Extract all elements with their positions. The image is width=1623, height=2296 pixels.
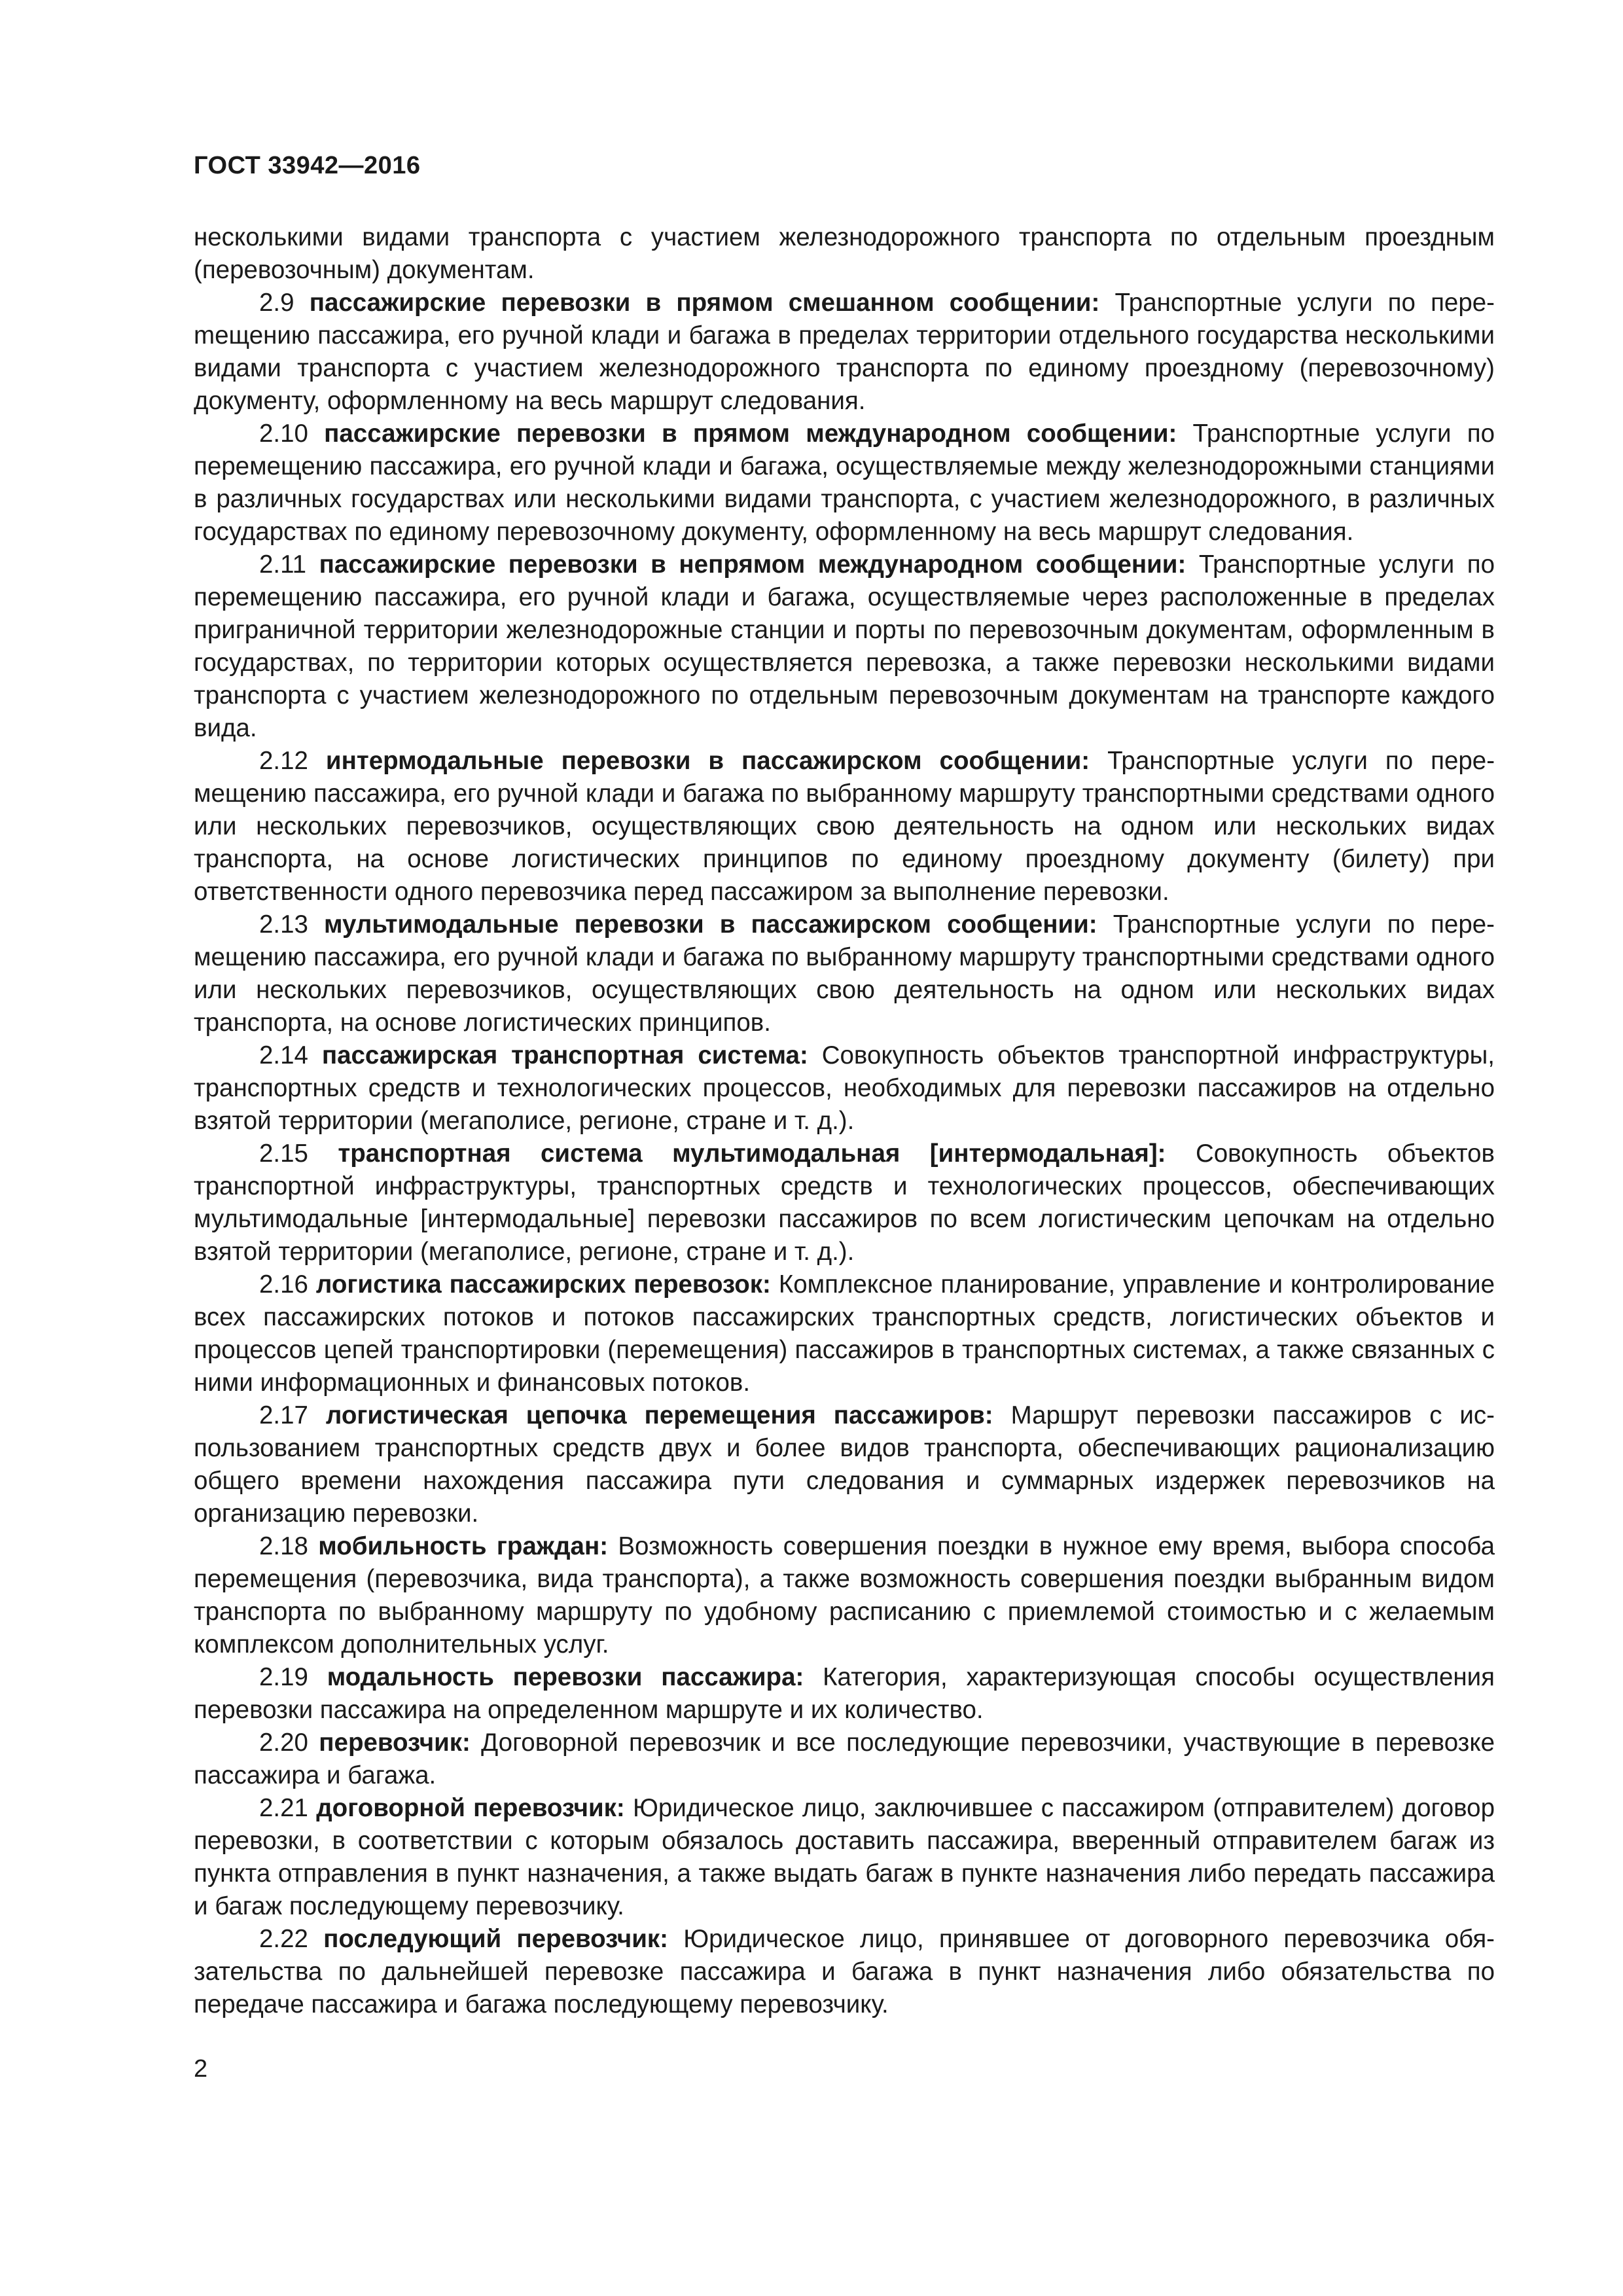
document-page xyxy=(194,151,1495,2021)
definition-2-12 xyxy=(194,745,1495,908)
definition-text: Транспортные услуги по перемещению пассажира, его ручной клади и багажа, осуществляемые между железнодорожными станциями в различных государствах или несколькими видами транспорта, с участием железнодорожного, в различных государствах по единому перевозочному документу, оформленному на весь маршрут следования. xyxy=(194,420,1495,546)
standard-header: ГОСТ 33942—2016 xyxy=(194,152,421,179)
definition-text: Возможность совершения поездки в нужное ему время, выбора способа перемещения (перевозчика, вида транспорта), а также возможность совершения поездки выбранным видом транспорта по выбранному маршруту по удобному расписанию с приемлемой стоимостью и с желаемым комплексом дополнительных услуг. xyxy=(194,1532,1495,1659)
definition-term: мобильность граждан: xyxy=(318,1532,609,1560)
definition-2-21 xyxy=(194,1792,1495,1923)
definition-term: логистическая цепочка перемещения пассажиров: xyxy=(325,1401,993,1429)
definition-text: Транспортные услуги по перемещению пассажира, его ручной клади и багажа, осуществляемые через расположенные в пределах приграничной территории железнодорожные станции и порты по перевозочным документам, оформленным в государствах, по территории которых осуществляется перевозка, а также перевозки несколькими видами транспорта с участием железнодорожного по отдельным перевозочным документам на транспорте каждого вида. xyxy=(194,550,1495,742)
definition-number: 2.11 xyxy=(259,550,307,579)
definition-term: транспортная система мультимодальная [интермодальная]: xyxy=(338,1139,1166,1168)
definition-term: пассажирская транспортная система: xyxy=(321,1041,808,1069)
definition-number: 2.19 xyxy=(259,1663,308,1691)
definition-text: Совокупность объектов транспортной инфраструктуры, транспортных средств и технологических процессов, необходимых для перевозки пассажиров на отдельно взятой территории (мегаполисе, регионе, стране и т. д.). xyxy=(194,1041,1495,1135)
definition-term: последующий перевозчик: xyxy=(323,1925,668,1953)
definition-text: Договорной перевозчик и все последующие перевозчики, участвующие в перевозке пассажира и багажа. xyxy=(194,1729,1495,1789)
definition-term: перевозчик: xyxy=(319,1729,471,1757)
definition-text: Комплексное планирование, управление и контролирование всех пассажирских потоков и потоков пассажирских транспортных средств, логистических объектов и процессов цепей транспортировки (перемещения) пассажиров в транспортных системах, а также связанных с ними информационных и финансовых потоков. xyxy=(194,1270,1495,1397)
definition-number: 2.10 xyxy=(259,420,308,448)
definition-2-19 xyxy=(194,1661,1495,1727)
definition-text: Категория, характеризующая способы осуществления перевозки пассажира на определенном маршруте и их количество. xyxy=(194,1663,1495,1724)
definition-2-15 xyxy=(194,1138,1495,1268)
definition-term: мультимодальные перевозки в пассажирском сообщении: xyxy=(324,910,1097,939)
definition-2-20 xyxy=(194,1727,1495,1792)
definition-term: пассажирские перевозки в непрямом международном сообщении: xyxy=(319,550,1186,579)
definition-term: договорной перевозчик: xyxy=(316,1794,625,1822)
definition-2-13 xyxy=(194,908,1495,1039)
definition-text: Транспортные услуги по переmещению пассажира, его ручной клади и багажа в пределах территории отдельного государства несколькими видами транспорта с участием железнодорожного транспорта по единому проездному (перевозочному) документу, оформленному на весь маршрут следования. xyxy=(194,289,1495,415)
page-number: 2 xyxy=(194,2055,208,2083)
definition-term: модальность перевозки пассажира: xyxy=(327,1663,804,1691)
definition-2-22 xyxy=(194,1923,1495,2021)
definition-2-10 xyxy=(194,418,1495,548)
definition-2-9 xyxy=(194,287,1495,418)
continuation-paragraph: несколькими видами транспорта с участием железнодорожного транспорта по отдельным проездным (перевозочным) документам. xyxy=(194,223,1495,284)
definition-text: Юридическое лицо, принявшее от договорного перевозчика обязательства по дальнейшей перевозке пассажира и багажа в пункт назначения либо обязательства по передаче пассажира и багажа последующему перевозчику. xyxy=(194,1925,1495,2018)
definition-number: 2.14 xyxy=(259,1041,308,1069)
definition-text: Совокупность объектов транспортной инфраструктуры, транспортных средств и технологических процессов, обеспечивающих мультимодальные [интермодальные] перевозки пассажиров по всем логистическим цепочкам на отдельно взятой территории (мегаполисе, регионе, стране и т. д.). xyxy=(194,1139,1495,1266)
definition-number: 2.17 xyxy=(259,1401,308,1429)
definition-term: пассажирские перевозки в прямом международном сообщении: xyxy=(324,420,1177,448)
definition-text: Транспортные услуги по перемещению пассажира, его ручной клади и багажа по выбранному маршруту транспортными средствами одного или нескольких перевозчиков, осуществляющих свою деятельность на одном или нескольких видах транспорта, на основе логистических принципов по единому проездному документу (билету) при ответственности одного перевозчика перед пассажиром за выполнение перевозки. xyxy=(194,747,1495,906)
document-body xyxy=(194,221,1495,2021)
definition-number: 2.18 xyxy=(259,1532,308,1560)
definition-term: логистика пассажирских перевозок: xyxy=(315,1270,771,1299)
definition-text: Маршрут перевозки пассажиров с использованием транспортных средств двух и более видов транспорта, обеспечивающих рационализацию общего времени нахождения пассажира пути следования и суммарных издержек перевозчиков на организацию перевозки. xyxy=(194,1401,1495,1528)
definition-number: 2.21 xyxy=(259,1794,308,1822)
definition-2-16 xyxy=(194,1268,1495,1399)
definition-text: Транспортные услуги по перемещению пассажира, его ручной клади и багажа по выбранному маршруту транспортными средствами одного или нескольких перевозчиков, осуществляющих свою деятельность на одном или нескольких видах транспорта, на основе логистических принципов. xyxy=(194,910,1495,1037)
definition-2-14 xyxy=(194,1039,1495,1138)
definition-term: интермодальные перевозки в пассажирском сообщении: xyxy=(325,747,1090,775)
definition-number: 2.15 xyxy=(259,1139,308,1168)
definition-2-17 xyxy=(194,1399,1495,1530)
definition-2-18 xyxy=(194,1530,1495,1661)
definition-number: 2.12 xyxy=(259,747,308,775)
definition-number: 2.9 xyxy=(259,289,294,317)
definition-2-11 xyxy=(194,548,1495,745)
definition-number: 2.20 xyxy=(259,1729,308,1757)
definition-number: 2.16 xyxy=(259,1270,308,1299)
definition-number: 2.13 xyxy=(259,910,308,939)
definition-number: 2.22 xyxy=(259,1925,308,1953)
definition-text: Юридическое лицо, заключившее с пассажиром (отправителем) договор перевозки, в соответствии с которым обязалось доставить пассажира, вверенный отправителем багаж из пункта отправления в пункт назначения, а также выдать багаж в пункте назначения либо передать пассажира и багаж последующему перевозчику. xyxy=(194,1794,1495,1920)
definition-term: пассажирские перевозки в прямом смешанном сообщении: xyxy=(309,289,1100,317)
